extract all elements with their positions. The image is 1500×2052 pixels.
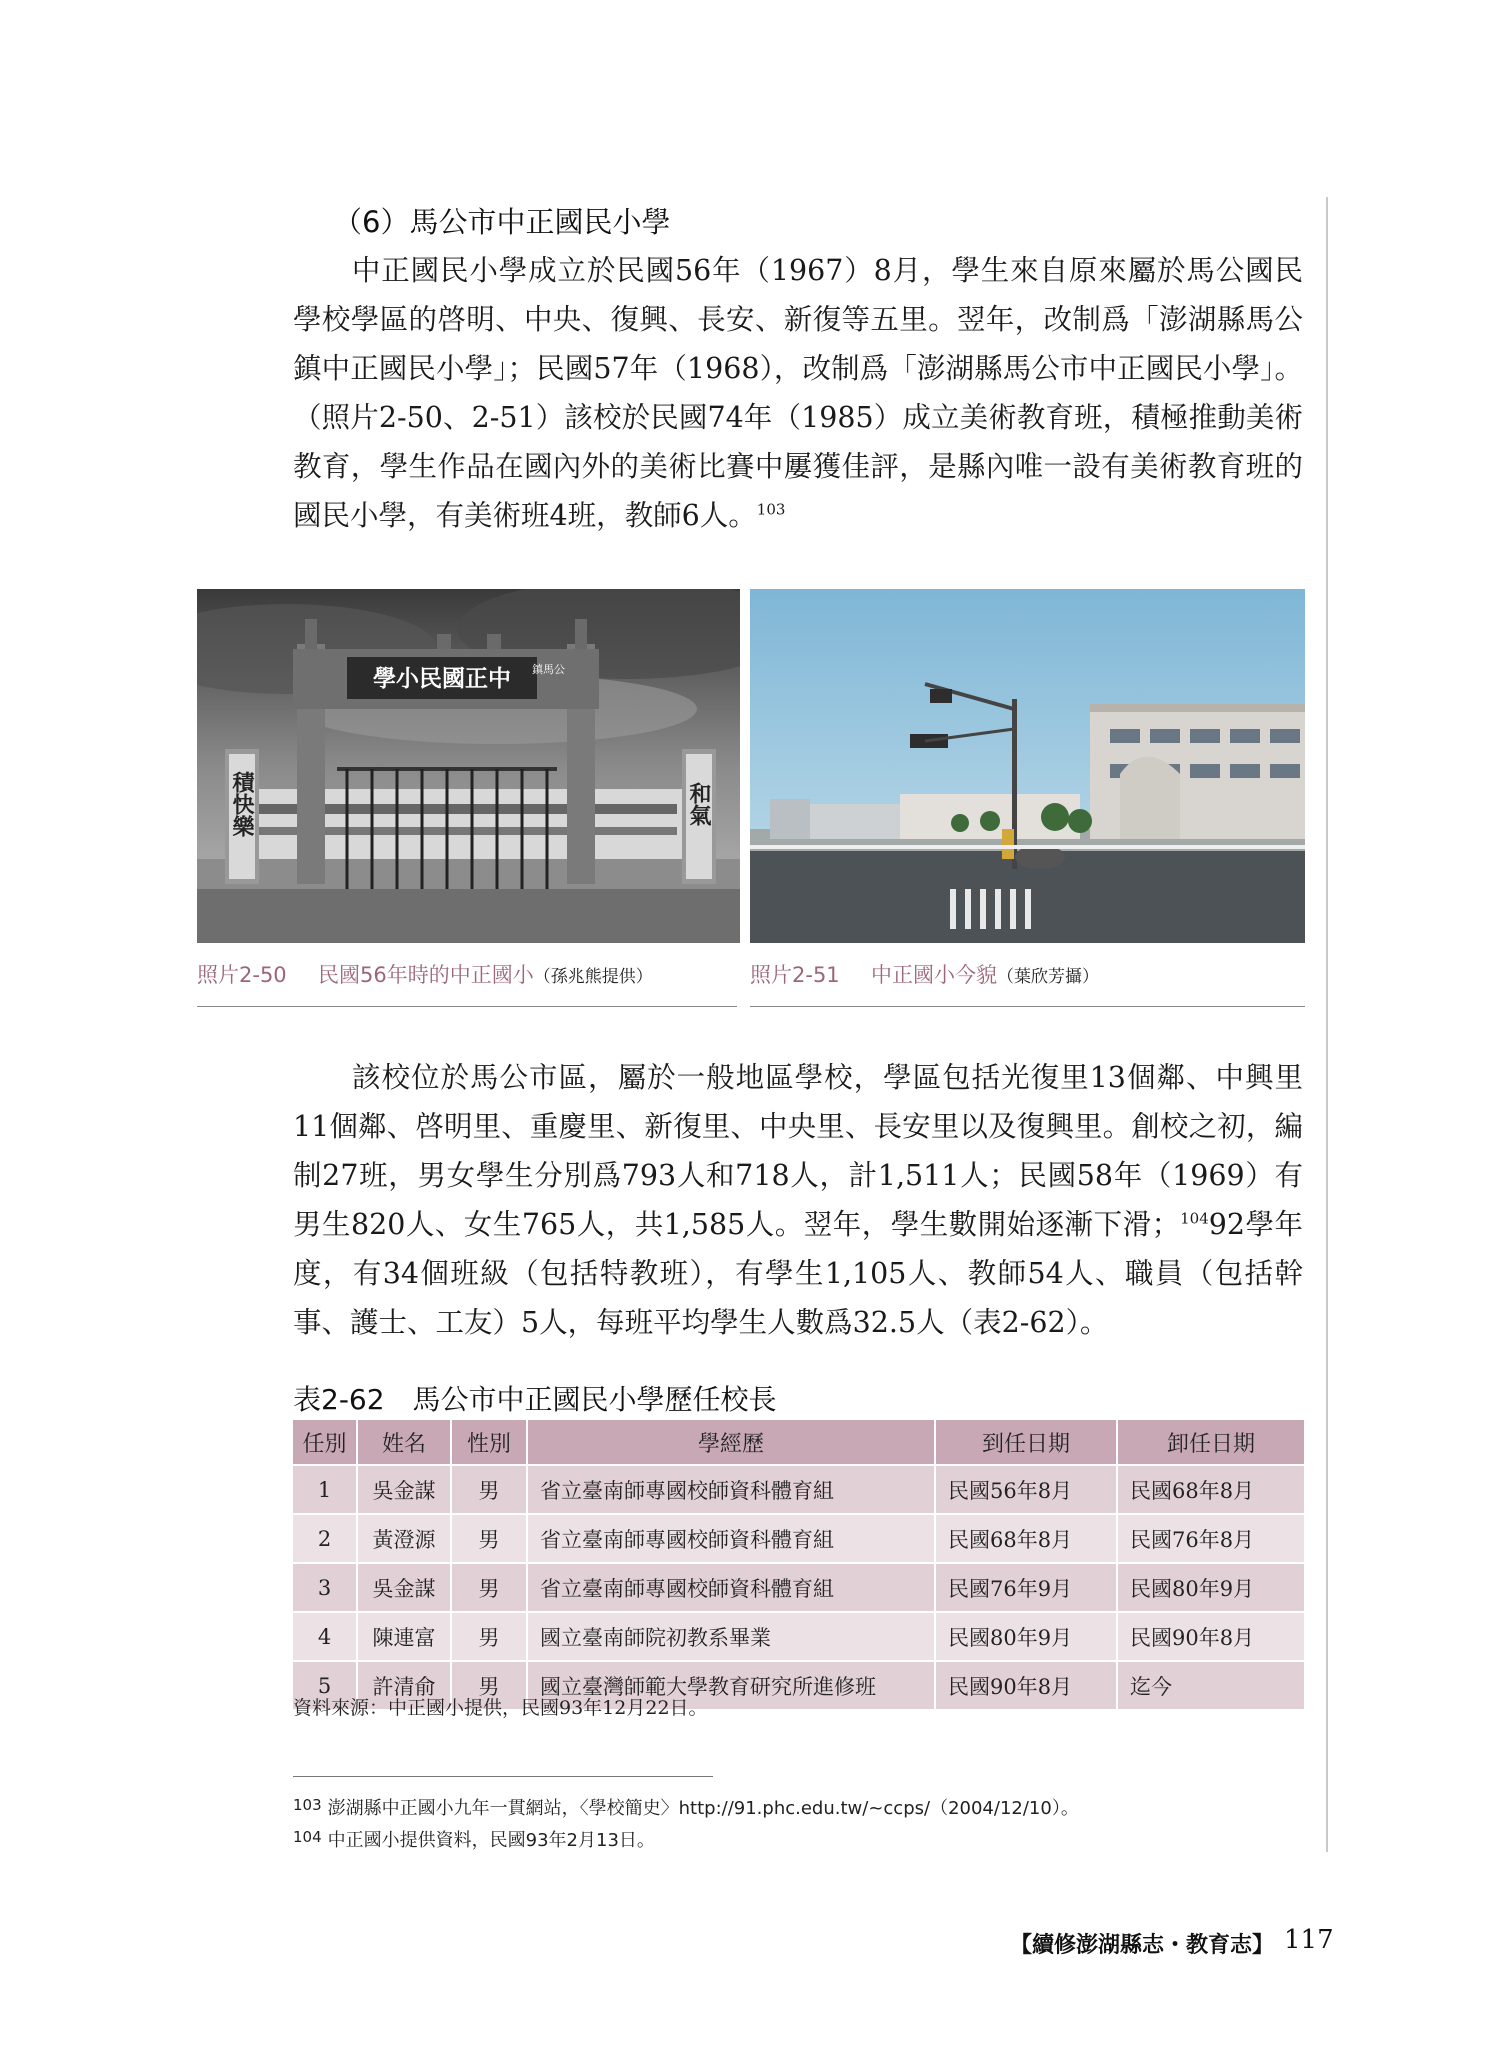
cell-start-date: 民國68年8月 — [935, 1514, 1117, 1563]
cell-name: 黃澄源 — [357, 1514, 451, 1563]
photo-2-50-caption — [197, 959, 653, 989]
caption-text: 中正國小今貌 — [871, 963, 998, 987]
caption-credit: （葉欣芳攝） — [997, 967, 1100, 987]
photo-2-51-caption — [750, 959, 1099, 989]
principals-table — [293, 1420, 1306, 1709]
paragraph-1-text: 中正國民小學成立於民國56年（1967）8月，學生來自原來屬於馬公國民學校學區的啓明、中央、復興、長安、新復等五里。翌年，改制爲「澎湖縣馬公鎮中正國民小學」；民國57年（1968），改制爲「澎湖縣馬公市中正國民小學」。（照片2-50、2-51）該校於民國74年（1985）成立美術教育班，積極推動美術教育，學生作品在國內外的美術比賽中屢獲佳評，是縣內唯一設有美術教育班的國民小學，有美術班4班，教師6人。 — [293, 254, 1303, 532]
caption-label: 照片2-51 — [750, 963, 840, 987]
cell-education: 省立臺南師專國校師資科體育組 — [527, 1514, 935, 1563]
caption-label: 照片2-50 — [197, 963, 287, 987]
cell-start-date: 民國76年9月 — [935, 1563, 1117, 1612]
page-number: 117 — [1284, 1925, 1334, 1955]
cell-start-date: 民國56年8月 — [935, 1465, 1117, 1514]
cell-term: 5 — [293, 1661, 357, 1709]
photo-2-51 — [750, 589, 1305, 943]
cell-term: 2 — [293, 1514, 357, 1563]
cell-end-date: 迄今 — [1117, 1661, 1305, 1709]
footnote-number: 104 — [293, 1828, 322, 1846]
table-row — [293, 1563, 1305, 1612]
footnote-103 — [293, 1794, 1079, 1820]
photo-2-50 — [197, 589, 740, 943]
header-cell: 性別 — [451, 1420, 527, 1465]
cell-name: 吳金謀 — [357, 1563, 451, 1612]
gate-side-text: 鎮馬公 — [532, 663, 565, 676]
cell-gender: 男 — [451, 1563, 527, 1612]
caption-rule-left — [197, 1006, 737, 1007]
header-cell: 卸任日期 — [1117, 1420, 1305, 1465]
margin-rule — [1326, 197, 1328, 1852]
table-row — [293, 1612, 1305, 1661]
cell-end-date: 民國90年8月 — [1117, 1612, 1305, 1661]
gate-sign-text: 學小民國正中 — [373, 665, 511, 692]
footnote-ref-103: 103 — [756, 500, 786, 519]
header-cell: 學經歷 — [527, 1420, 935, 1465]
cell-education: 國立臺灣師範大學教育研究所進修班 — [527, 1661, 935, 1709]
table-title: 表2-62 馬公市中正國民小學歷任校長 — [293, 1383, 777, 1416]
cell-end-date: 民國68年8月 — [1117, 1465, 1305, 1514]
cell-education: 省立臺南師專國校師資科體育組 — [527, 1563, 935, 1612]
cell-gender: 男 — [451, 1661, 527, 1709]
cell-term: 3 — [293, 1563, 357, 1612]
table-row — [293, 1514, 1305, 1563]
cell-start-date: 民國80年9月 — [935, 1612, 1117, 1661]
cell-end-date: 民國76年8月 — [1117, 1514, 1305, 1563]
paragraph-2-text-b: 92學年度，有34個班級（包括特教班），有學生1,105人、教師54人、職員（包括幹事、護士、工友）5人，每班平均學生人數爲32.5人（表2-62）。 — [293, 1208, 1304, 1339]
footnote-rule — [293, 1776, 713, 1777]
right-pillar-text: 和氣 — [686, 782, 712, 826]
footnote-ref-104: 104 — [1180, 1209, 1209, 1228]
cell-term: 1 — [293, 1465, 357, 1514]
cell-gender: 男 — [451, 1612, 527, 1661]
caption-credit: （孫兆熊提供） — [533, 967, 653, 987]
cell-gender: 男 — [451, 1514, 527, 1563]
table-source: 資料來源：中正國小提供，民國93年12月22日。 — [293, 1697, 708, 1719]
header-cell: 到任日期 — [935, 1420, 1117, 1465]
footnote-104 — [293, 1826, 655, 1852]
caption-text: 民國56年時的中正國小 — [318, 963, 534, 987]
cell-education: 省立臺南師專國校師資科體育組 — [527, 1465, 935, 1514]
cell-start-date: 民國90年8月 — [935, 1661, 1117, 1709]
cell-gender: 男 — [451, 1465, 527, 1514]
running-footer: 【續修澎湖縣志・教育志】 — [1010, 1932, 1275, 1958]
table-row — [293, 1465, 1305, 1514]
caption-rule-right — [750, 1006, 1305, 1007]
table-header-row — [293, 1420, 1305, 1465]
cell-term: 4 — [293, 1612, 357, 1661]
cell-name: 許清俞 — [357, 1661, 451, 1709]
cell-name: 吳金謀 — [357, 1465, 451, 1514]
footnote-number: 103 — [293, 1796, 322, 1814]
header-cell: 任別 — [293, 1420, 357, 1465]
footnote-text: 中正國小提供資料，民國93年2月13日。 — [327, 1830, 655, 1851]
cell-end-date: 民國80年9月 — [1117, 1563, 1305, 1612]
section-heading: （6）馬公市中正國民小學 — [333, 205, 671, 239]
paragraph-2 — [293, 1053, 1303, 1347]
header-cell: 姓名 — [357, 1420, 451, 1465]
left-pillar-text: 積快樂 — [229, 771, 255, 837]
cell-name: 陳連富 — [357, 1612, 451, 1661]
paragraph-2-text-a: 該校位於馬公市區，屬於一般地區學校，學區包括光復里13個鄰、中興里11個鄰、啓明里、重慶里、新復里、中央里、長安里以及復興里。創校之初，編制27班，男女學生分別爲793人和718人，計1,511人；民國58年（1969）有男生820人、女生765人，共1,585人。翌年，學生數開始逐漸下滑； — [293, 1061, 1303, 1241]
paragraph-1 — [293, 246, 1303, 540]
footnote-text: 澎湖縣中正國小九年一貫網站，〈學校簡史〉http://91.phc.edu.tw/~ccps/（2004/12/10）。 — [327, 1798, 1079, 1819]
cell-education: 國立臺南師院初教系畢業 — [527, 1612, 935, 1661]
